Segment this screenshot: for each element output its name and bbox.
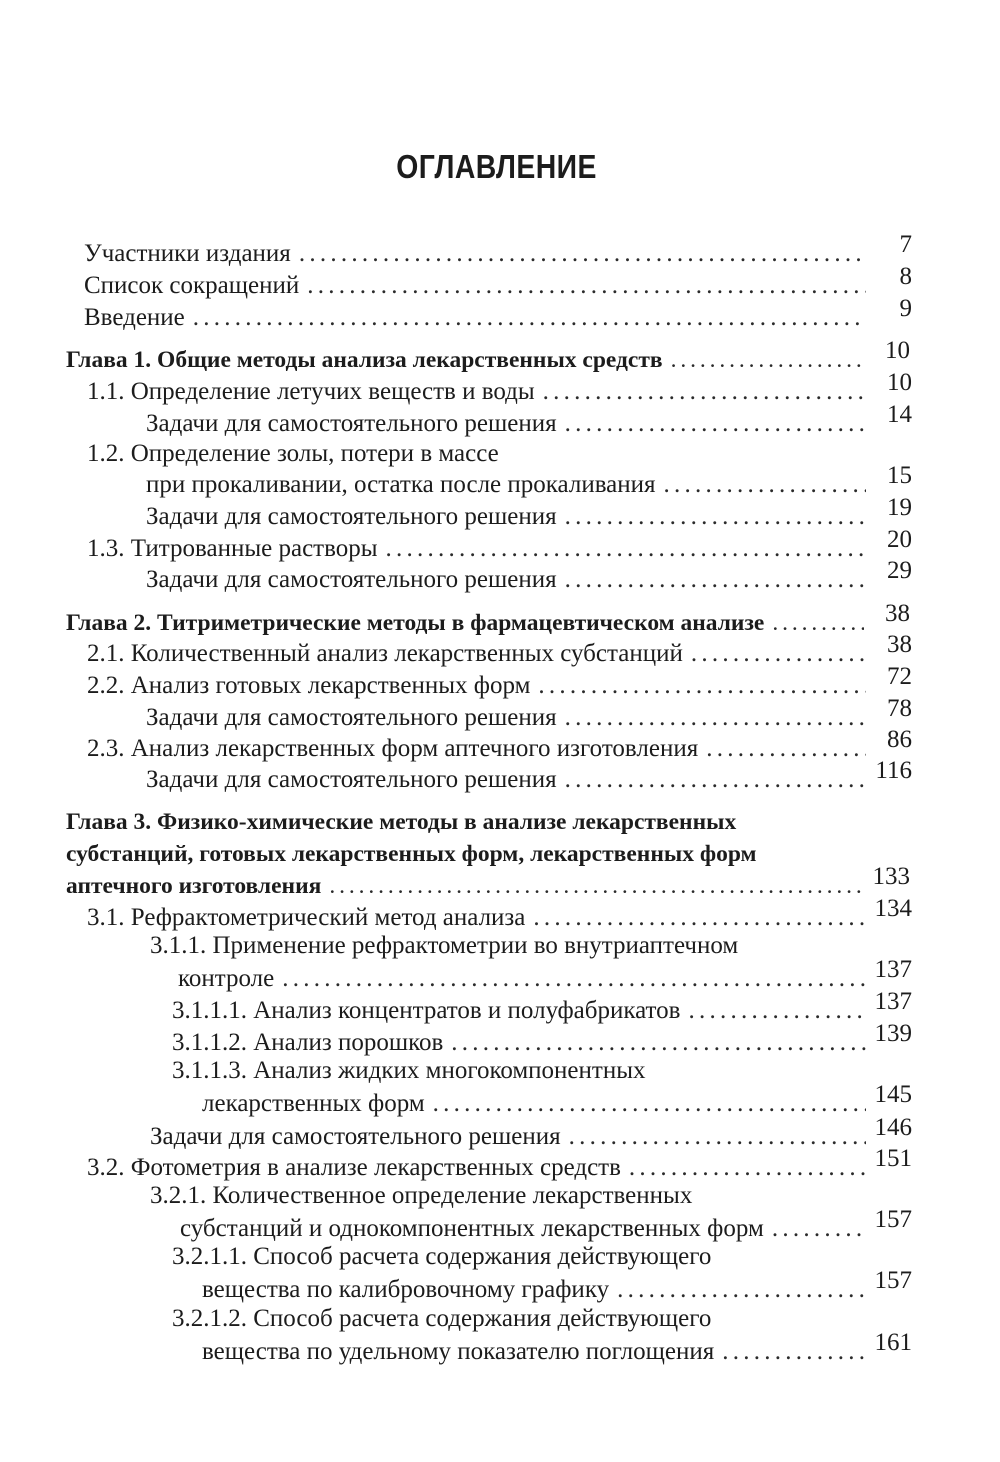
toc-page-number: 137 <box>874 956 912 983</box>
toc-section-3-2-1[interactable] <box>180 1206 912 1243</box>
dot-leader <box>561 1123 866 1151</box>
toc-page-number: 157 <box>874 1206 912 1233</box>
toc-entry-text: 3.1.1.2. Анализ порошков <box>172 1029 444 1056</box>
toc-page-number: 38 <box>885 600 910 627</box>
toc-page-number: 161 <box>874 1329 912 1356</box>
toc-section-3-1-1[interactable] <box>178 956 912 993</box>
toc-page-number: 116 <box>875 757 912 784</box>
toc-page-number: 9 <box>899 295 912 322</box>
toc-entry-text: вещества по удельному показателю поглощения <box>202 1338 715 1365</box>
toc-page-number: 146 <box>874 1114 912 1141</box>
toc-section-3-1-1-3-line1: 3.1.1.3. Анализ жидких многокомпонентных <box>172 1057 646 1084</box>
toc-page-number: 15 <box>887 462 912 489</box>
dot-leader <box>656 471 866 499</box>
toc-entry-text: Задачи для самостоятельного решения <box>146 503 557 530</box>
toc-tasks-1-2[interactable] <box>146 494 912 531</box>
toc-section-3-2-1-1-line1: 3.2.1.1. Способ расчета содержания действующего <box>172 1243 712 1270</box>
toc-section-1-2-line1: 1.2. Определение золы, потери в массе <box>87 440 499 467</box>
toc-section-3-2-1-2-line1: 3.2.1.2. Способ расчета содержания действующего <box>172 1305 712 1332</box>
toc-chapter-2[interactable] <box>66 600 910 637</box>
toc-page-number: 134 <box>874 895 912 922</box>
toc-chapter-title: Глава 1. Общие методы анализа лекарственных средств <box>66 347 663 373</box>
dot-leader <box>274 965 866 993</box>
dot-leader <box>291 240 866 268</box>
toc-page-number: 139 <box>874 1020 912 1047</box>
toc-entry-contributors[interactable] <box>84 231 912 268</box>
toc-section-3-1-1-3[interactable] <box>202 1081 912 1118</box>
toc-page-number: 151 <box>874 1145 912 1172</box>
toc-entry-text: Список сокращений <box>84 272 300 299</box>
toc-page-number: 78 <box>887 695 912 722</box>
toc-entry-text: Введение <box>84 304 185 331</box>
toc-tasks-2-2[interactable] <box>146 695 912 732</box>
toc-entry-text: Участники издания <box>84 240 291 267</box>
toc-entry-text: Задачи для самостоятельного решения <box>146 766 557 793</box>
dot-leader <box>683 640 866 668</box>
dot-leader <box>764 609 864 637</box>
toc-entry-text: Задачи для самостоятельного решения <box>146 410 557 437</box>
toc-entry-text: при прокаливании, остатка после прокаливания <box>146 471 656 498</box>
toc-chapter-3[interactable] <box>66 863 910 900</box>
toc-entry-abbreviations[interactable] <box>84 263 912 300</box>
toc-entry-introduction[interactable] <box>84 295 912 332</box>
toc-entry-text: 3.1. Рефрактометрический метод анализа <box>87 904 526 931</box>
dot-leader <box>663 346 864 374</box>
toc-tasks-3-1[interactable] <box>150 1114 912 1151</box>
toc-chapter-title: аптечного изготовления <box>66 873 322 899</box>
toc-entry-text: 1.1. Определение летучих веществ и воды <box>87 378 535 405</box>
dot-leader <box>557 566 866 594</box>
toc-section-3-1-1-1[interactable] <box>172 988 912 1025</box>
toc-section-2-2[interactable] <box>87 663 912 700</box>
toc-section-1-2[interactable] <box>146 462 912 499</box>
toc-section-2-1[interactable] <box>87 631 912 668</box>
toc-page-number: 133 <box>872 863 910 890</box>
toc-page-number: 38 <box>887 631 912 658</box>
dot-leader <box>557 704 866 732</box>
toc-section-3-1-1-line1: 3.1.1. Применение рефрактометрии во внутриаптечном <box>150 932 739 959</box>
dot-leader <box>378 535 866 563</box>
toc-entry-text: Задачи для самостоятельного решения <box>146 566 557 593</box>
toc-entry-text: 2.2. Анализ готовых лекарственных форм <box>87 672 531 699</box>
toc-section-2-3[interactable] <box>87 726 912 763</box>
toc-entry-text: вещества по калибровочному графику <box>202 1276 610 1303</box>
toc-tasks-2-3[interactable] <box>146 757 912 794</box>
dot-leader <box>535 378 866 406</box>
toc-section-3-1-1-2[interactable] <box>172 1020 912 1057</box>
dot-leader <box>680 997 866 1025</box>
toc-page-number: 137 <box>874 988 912 1015</box>
toc-page-number: 19 <box>887 494 912 521</box>
dot-leader <box>525 904 866 932</box>
toc-tasks-1-1[interactable] <box>146 401 912 438</box>
toc-entry-text: Задачи для самостоятельного решения <box>150 1123 561 1150</box>
dot-leader <box>425 1090 866 1118</box>
dot-leader <box>609 1276 866 1304</box>
toc-section-1-1[interactable] <box>87 369 912 406</box>
toc-entry-text: 3.2. Фотометрия в анализе лекарственных средств <box>87 1154 621 1181</box>
toc-page-number: 72 <box>887 663 912 690</box>
toc-page-number: 157 <box>874 1267 912 1294</box>
toc-tasks-1-3[interactable] <box>146 557 912 594</box>
dot-leader <box>321 872 864 900</box>
toc-section-3-1[interactable] <box>87 895 912 932</box>
dot-leader <box>557 410 866 438</box>
dot-leader <box>443 1029 866 1057</box>
toc-page-number: 8 <box>899 263 912 290</box>
toc-chapter-3-line2: субстанций, готовых лекарственных форм, лекарственных форм <box>66 841 757 867</box>
toc-entry-text: 2.3. Анализ лекарственных форм аптечного изготовления <box>87 735 699 762</box>
toc-entry-text: субстанций и однокомпонентных лекарственных форм <box>180 1215 764 1242</box>
toc-entry-text: 2.1. Количественный анализ лекарственных субстанций <box>87 640 683 667</box>
dot-leader <box>621 1154 866 1182</box>
toc-entry-text: 1.3. Титрованные растворы <box>87 535 378 562</box>
page-title: ОГЛАВЛЕНИЕ <box>396 148 597 185</box>
toc-section-1-3[interactable] <box>87 526 912 563</box>
toc-page-number: 145 <box>874 1081 912 1108</box>
toc-chapter-title: Глава 2. Титриметрические методы в фармацевтическом анализе <box>66 610 765 636</box>
dot-leader <box>698 735 866 763</box>
toc-chapter-3-line1: Глава 3. Физико-химические методы в анализе лекарственных <box>66 809 737 835</box>
toc-page-number: 7 <box>899 231 912 258</box>
toc-section-3-2[interactable] <box>87 1145 912 1182</box>
dot-leader <box>714 1338 866 1366</box>
dot-leader <box>530 672 866 700</box>
toc-entry-text: контроле <box>178 965 275 992</box>
toc-page-number: 10 <box>887 369 912 396</box>
toc-entry-text: лекарственных форм <box>202 1090 425 1117</box>
toc-chapter-1[interactable] <box>66 337 910 374</box>
toc-page-number: 10 <box>885 337 910 364</box>
dot-leader <box>557 503 866 531</box>
toc-page-number: 20 <box>887 526 912 553</box>
toc-entry-text: Задачи для самостоятельного решения <box>146 704 557 731</box>
toc-page-number: 86 <box>887 726 912 753</box>
dot-leader <box>557 766 866 794</box>
toc-section-3-2-1-line1: 3.2.1. Количественное определение лекарственных <box>150 1182 693 1209</box>
dot-leader <box>299 272 866 300</box>
toc-section-3-2-1-2[interactable] <box>202 1329 912 1366</box>
toc-entry-text: 3.1.1.1. Анализ концентратов и полуфабрикатов <box>172 997 681 1024</box>
toc-page-number: 29 <box>887 557 912 584</box>
dot-leader <box>764 1215 866 1243</box>
toc-page-number: 14 <box>887 401 912 428</box>
dot-leader <box>185 304 866 332</box>
toc-section-3-2-1-1[interactable] <box>202 1267 912 1304</box>
